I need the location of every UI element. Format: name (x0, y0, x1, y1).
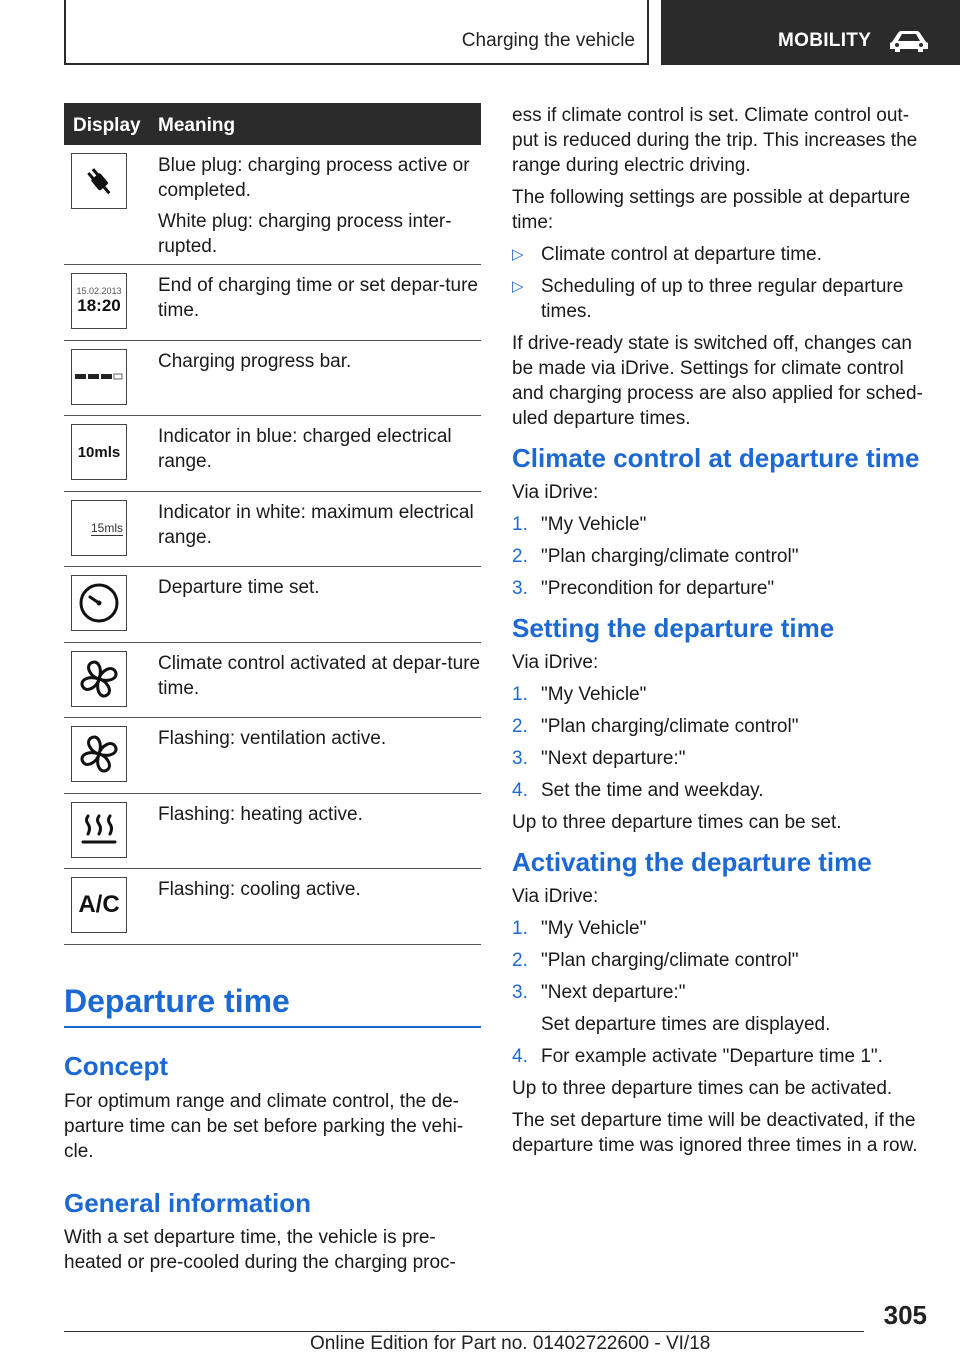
meaning-text: Indicator in blue: charged electrical range. (158, 426, 452, 472)
table-row (64, 145, 481, 265)
general-heading: General information (64, 1188, 312, 1218)
step-text: "Next departure:" (541, 982, 686, 1003)
step-number: 2. (512, 950, 528, 971)
step-number: 3. (512, 748, 528, 769)
meaning-text: Indicator in white: maximum electrical range. (158, 502, 474, 548)
step-text: "My Vehicle" (541, 918, 647, 939)
clock-icon (71, 575, 127, 631)
list-item (512, 746, 932, 771)
bullet-icon: ▷ (512, 278, 524, 295)
progress-bar-icon (71, 349, 127, 405)
right-column (512, 103, 932, 1165)
list-item (512, 778, 932, 803)
step-text: Set the time and weekday. (541, 780, 764, 801)
meaning-text: Blue plug: charging process active or completed. (158, 155, 470, 201)
table-row (64, 643, 481, 718)
step-text: "Plan charging/climate control" (541, 546, 799, 567)
list-item (512, 242, 932, 267)
list-item (512, 682, 932, 707)
fan-icon (71, 651, 127, 707)
step-text: "Next departure:" (541, 748, 686, 769)
car-icon (887, 28, 931, 54)
page-title: Departure time (64, 983, 481, 1028)
meaning-text: Climate control activated at depar-ture time. (158, 653, 481, 699)
step-number: 2. (512, 716, 528, 737)
meaning-text: White plug: charging process inter-rupted. (158, 211, 452, 257)
icon-range-text: 10mls (77, 443, 121, 461)
step-text: "Precondition for departure" (541, 578, 775, 599)
drive-ready-text: If drive-ready state is switched off, changes can be made via iDrive. Settings for climate control and charging process are also applied for sched-uled departure times. (512, 333, 923, 429)
list-item (512, 576, 932, 601)
settings-intro: The following settings are possible at departure time: (512, 187, 911, 233)
table-row (64, 265, 481, 341)
ac-icon (71, 877, 127, 933)
step-text: For example activate "Departure time 1". (541, 1046, 883, 1067)
range-icon (71, 424, 127, 480)
bullet-text: Scheduling of up to three regular departure times. (541, 276, 904, 322)
meaning-text: Charging progress bar. (158, 351, 352, 372)
concept-text: For optimum range and climate control, the de-parture time can be set before parking the vehi-cle. (64, 1091, 464, 1162)
step-number: 4. (512, 780, 528, 801)
note-text: Up to three departure times can be activated. (512, 1078, 893, 1099)
step-text: "My Vehicle" (541, 684, 647, 705)
step-number: 1. (512, 684, 528, 705)
section-heading: Setting the departure time (512, 613, 835, 643)
meaning-text: Flashing: cooling active. (158, 879, 361, 900)
footer-edition: Online Edition for Part no. 01402722600 - VI/18 (310, 1333, 711, 1354)
continuation-text: ess if climate control is set. Climate control out-put is reduced during the trip. This increases the range during electric driving. (512, 105, 918, 176)
footer-divider (64, 1331, 864, 1332)
list-item (512, 544, 932, 569)
date-time-icon (71, 273, 127, 329)
page-number: 305 (883, 1300, 927, 1330)
table-row (64, 869, 481, 945)
bullet-text: Climate control at departure time. (541, 244, 822, 265)
general-text: With a set departure time, the vehicle is pre-heated or pre-cooled during the charging proc- (64, 1227, 456, 1273)
section-heading: Activating the departure time (512, 847, 872, 877)
col-display: Display (73, 115, 141, 136)
table-row (64, 718, 481, 794)
table-row (64, 794, 481, 869)
note-text: Up to three departure times can be set. (512, 812, 842, 833)
list-item (512, 512, 932, 537)
display-meaning-table (64, 103, 481, 945)
heating-icon (71, 802, 127, 858)
list-item (512, 980, 932, 1005)
header-category-label: MOBILITY (778, 30, 872, 51)
fan-icon (71, 726, 127, 782)
icon-max-range-text: 15mls (90, 520, 123, 535)
step-number: 3. (512, 578, 528, 599)
note-text: The set departure time will be deactivated, if the departure time was ignored three times in a row. (512, 1110, 918, 1156)
table-header (64, 103, 481, 145)
step-number: 4. (512, 1046, 528, 1067)
header-category-box (661, 0, 960, 65)
table-row (64, 492, 481, 567)
list-item (512, 916, 932, 941)
bullet-icon: ▷ (512, 246, 524, 263)
step-subtext: Set departure times are displayed. (541, 1014, 831, 1035)
via-idrive: Via iDrive: (512, 482, 599, 503)
step-number: 2. (512, 546, 528, 567)
via-idrive: Via iDrive: (512, 886, 599, 907)
table-row (64, 341, 481, 416)
via-idrive: Via iDrive: (512, 652, 599, 673)
table-row (64, 416, 481, 492)
meaning-text: Departure time set. (158, 577, 320, 598)
max-range-icon (71, 500, 127, 556)
step-number: 3. (512, 982, 528, 1003)
list-item (512, 1012, 932, 1037)
meaning-text: Flashing: heating active. (158, 804, 363, 825)
step-text: "My Vehicle" (541, 514, 647, 535)
step-number: 1. (512, 514, 528, 535)
list-item (512, 1044, 932, 1069)
step-text: "Plan charging/climate control" (541, 716, 799, 737)
col-meaning: Meaning (158, 115, 236, 136)
step-number: 1. (512, 918, 528, 939)
icon-date: 15.02.2013 (76, 286, 122, 296)
list-item (512, 714, 932, 739)
header-section-title: Charging the vehicle (461, 30, 635, 51)
table-row (64, 567, 481, 643)
section-heading: Climate control at departure time (512, 443, 920, 473)
meaning-text: End of charging time or set depar-ture time. (158, 275, 479, 321)
icon-ac-text: A/C (78, 891, 120, 918)
icon-time: 18:20 (77, 296, 121, 315)
header-section-box (64, 0, 649, 65)
concept-heading: Concept (64, 1051, 168, 1081)
list-item (512, 948, 932, 973)
meaning-text: Flashing: ventilation active. (158, 728, 387, 749)
step-text: "Plan charging/climate control" (541, 950, 799, 971)
plug-icon (71, 153, 127, 209)
list-item (512, 274, 932, 324)
